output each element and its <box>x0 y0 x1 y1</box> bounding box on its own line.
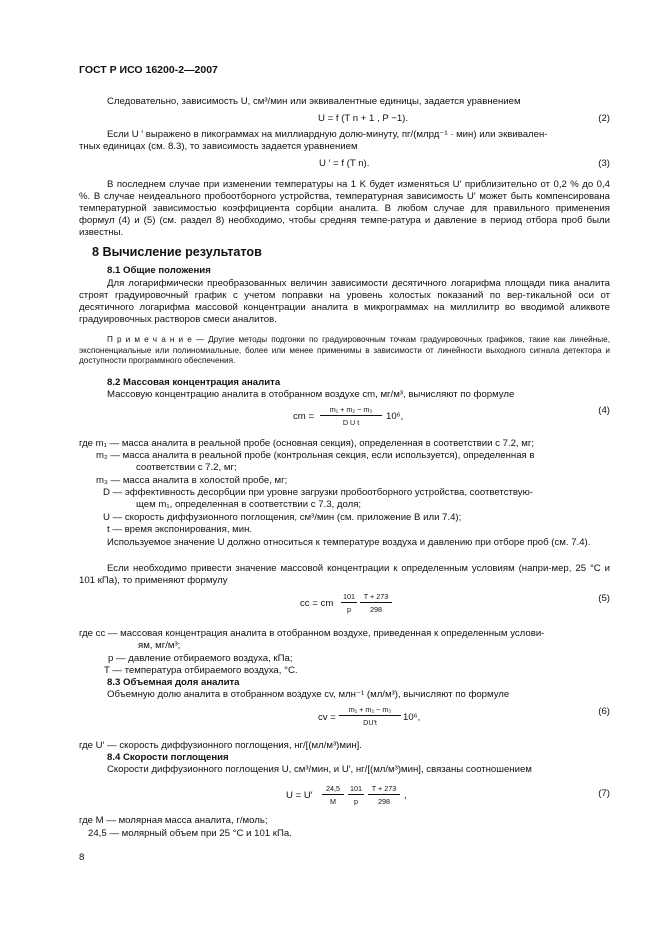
variable-definition: соответствии с 7.2, мг; <box>136 462 237 473</box>
paragraph: Массовую концентрацию аналита в отобранном воздухе cm, мг/м³, вычисляют по формуле <box>107 389 515 400</box>
fraction-numerator: 101 <box>350 784 362 793</box>
equation-7-lhs: U = U′ <box>286 790 313 801</box>
fraction-denominator: DU′t <box>363 718 377 727</box>
variable-definition: где cc — массовая концентрация аналита в отобранном воздухе, приведенная к определенным услови- <box>79 628 545 639</box>
fraction-numerator: 101 <box>343 592 355 601</box>
equation-2: U = f (T n + 1 , P −1). <box>318 113 409 124</box>
fraction-line <box>320 415 382 416</box>
equation-4-multiplier: 10⁶, <box>386 411 404 422</box>
subsection-heading: 8.1 Общие положения <box>107 265 211 276</box>
section-heading: 8 Вычисление результатов <box>92 245 262 259</box>
fraction-line <box>339 715 401 716</box>
fraction-denominator: 298 <box>370 605 382 614</box>
paragraph: Используемое значение U должно относиться к температуре воздуха и давлению при отборе проб (см. 7.4). <box>107 537 591 548</box>
equation-number: (5) <box>598 593 610 604</box>
equation-4-denominator: D U t <box>342 418 360 427</box>
paragraph: Если U ′ выражено в пикограммах на миллиардную долю-минуту, пг/(млрд⁻¹ · мин) или эквивален- <box>107 129 548 140</box>
equation-number: (3) <box>598 158 610 169</box>
fraction-line <box>360 602 392 603</box>
document-header: ГОСТ Р ИСО 16200-2—2007 <box>79 64 218 76</box>
paragraph: Если необходимо привести значение массовой концентрации к определенным условиям (напри-мер, 25 °С и 101 кПа), то применяют формулу <box>79 563 610 586</box>
note: П р и м е ч а н и е — Другие методы подгонки по градуировочным точкам градуировочных графиков, такие как линейные, экспоненциальные или полиномиальные, более или менее применимы в зависимости от линейности выходного сигнала детектора и доступности программного обеспечения. <box>79 335 610 365</box>
fraction-denominator: M <box>330 797 336 806</box>
subsection-heading: 8.3 Объемная доля аналита <box>107 677 240 688</box>
paragraph: Скорости диффузионного поглощения U, см³/мин, и U′, нг/[(мл/м³)мин], связаны соотношением <box>107 764 532 775</box>
page-number: 8 <box>79 852 85 863</box>
fraction-numerator: T + 273 <box>371 784 397 793</box>
equation-7-tail: , <box>404 790 407 801</box>
variable-definition: D — эффективность десорбции при уровне загрузки пробоотборного устройства, соответствую- <box>103 487 533 498</box>
paragraph: Следовательно, зависимость U, см³/мин или эквивалентные единицы, задается уравнением <box>107 96 521 107</box>
variable-definition: где M — молярная масса аналита, г/моль; <box>79 815 268 826</box>
equation-number: (6) <box>598 706 610 717</box>
equation-4-lhs: cm = <box>293 411 315 422</box>
variable-definition: где m₁ — масса аналита в реальной пробе (основная секция), определенная в соответствии с 7.2, мг; <box>79 438 534 449</box>
fraction-numerator: 24,5 <box>326 784 340 793</box>
equation-number: (2) <box>598 113 610 124</box>
variable-definition: ям, мг/м³; <box>138 640 181 651</box>
fraction-denominator: 298 <box>378 797 390 806</box>
paragraph: В последнем случае при изменении температуры на 1 K будет изменяться U′ приблизительно от 0,2 % до 0,4 %. В случае неидеального пробоотборного устройства, температурная зависимость U′ может быть компенсирована температурной зависимостью коэффициента сорбции аналита. В любом случае для правильного применения формул (4) и (5) (см. раздел 8) необходимо, чтобы средняя темпе-ратура и давление в период отбора проб были известны. <box>79 179 610 238</box>
subsection-heading: 8.4 Скорости поглощения <box>107 752 229 763</box>
equation-number: (4) <box>598 405 610 416</box>
fraction-line <box>322 794 344 795</box>
paragraph: Объемную долю аналита в отобранном воздухе cv, млн⁻¹ (мл/м³), вычисляют по формуле <box>107 689 510 700</box>
equation-4-numerator: m₁ + m₂ − m₃ <box>329 405 373 414</box>
equation-6-multiplier: 10⁶, <box>403 712 421 723</box>
equation-6-lhs: cv = <box>318 712 336 723</box>
fraction-line <box>341 602 357 603</box>
variable-definition: T — температура отбираемого воздуха, °С. <box>104 665 298 676</box>
variable-definition: U — скорость диффузионного поглощения, см³/мин (см. приложение В или 7.4); <box>103 512 462 523</box>
equation-number: (7) <box>598 788 610 799</box>
fraction-denominator: p <box>347 605 351 614</box>
fraction-denominator: p <box>354 797 358 806</box>
variable-definition: щем m₁, определенная в соответствии с 7.3, доля; <box>136 499 362 510</box>
subsection-heading: 8.2 Массовая концентрация аналита <box>107 377 281 388</box>
paragraph: тных единицах (см. 8.3), то зависимость задается уравнением <box>79 141 358 152</box>
variable-definition: p — давление отбираемого воздуха, кПа; <box>108 653 293 664</box>
variable-definition: где U′ — скорость диффузионного поглощения, нг/[(мл/м³)мин]. <box>79 740 362 751</box>
fraction-line <box>368 794 400 795</box>
equation-5-lhs: cc = cm <box>300 598 334 609</box>
variable-definition: t — время экспонирования, мин. <box>107 524 253 535</box>
variable-definition: m₃ — масса аналита в холостой пробе, мг; <box>96 475 288 486</box>
variable-definition: m₂ — масса аналита в реальной пробе (контрольная секция, если используется), определенная в <box>96 450 535 461</box>
fraction-numerator: T + 273 <box>363 592 389 601</box>
fraction-numerator: m₁ + m₂ − m₃ <box>348 705 392 714</box>
paragraph: Для логарифмически преобразованных величин зависимости десятичного логарифма площади пика аналита строят градуировочный график с учетом поправки на уровень холостых показаний по вер-тикальной оси от десятичного логарифма массовой концентрации аналита в микрограммах на миллилитр во вводимой аликвоте градуировочных растворов смеси аналитов. <box>79 278 610 325</box>
fraction-line <box>348 794 364 795</box>
equation-3: U ′ = f (T n). <box>319 158 370 169</box>
variable-definition: 24,5 — молярный объем при 25 °С и 101 кПа. <box>88 828 292 839</box>
